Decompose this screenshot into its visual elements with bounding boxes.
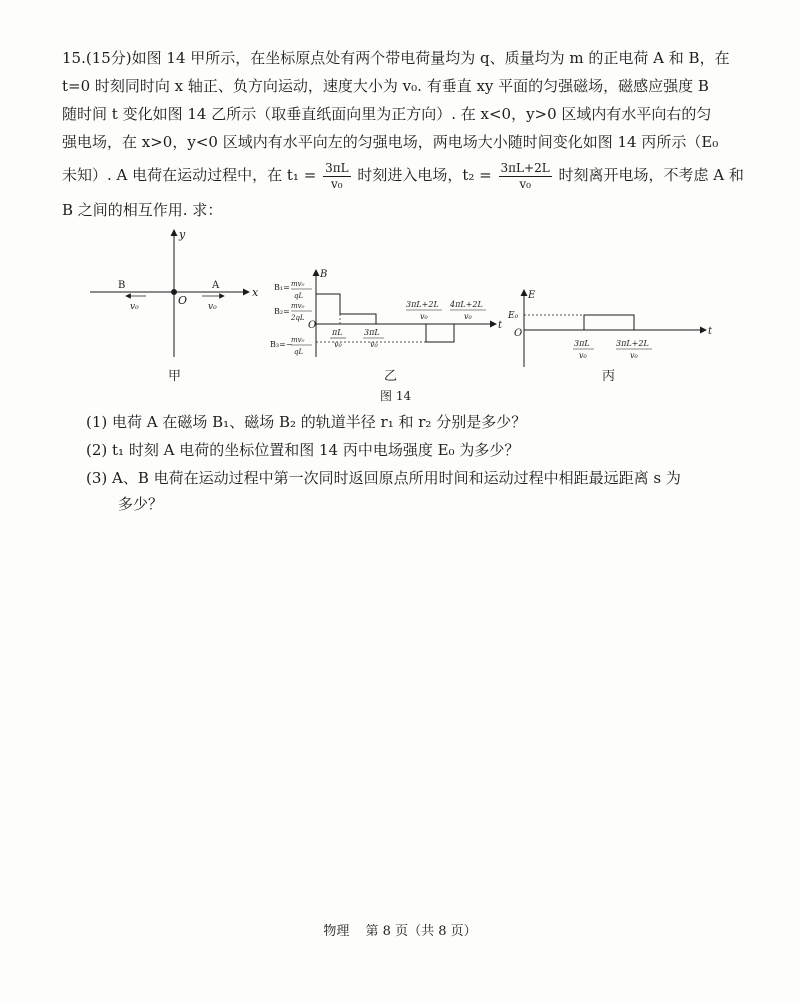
question-2: (2) t₁ 时刻 A 电荷的坐标位置和图 14 丙中电场强度 E₀ 为多少？ [86, 441, 520, 459]
yi-b2-den: 2qL [291, 314, 305, 322]
bing-t-label: t [708, 326, 713, 337]
yi-tick-2-den: v₀ [370, 340, 378, 349]
t2-fraction: $\frac{3\pi L+2L}{\text{v₀}}$ [500, 160, 550, 191]
bing-tick-1-num: 3πL [574, 339, 590, 348]
jia-label-b: B [118, 280, 126, 291]
page-footer [0, 920, 800, 939]
jia-vel-b: v₀ [130, 302, 139, 312]
figure-yi [270, 269, 503, 357]
problem-number: 15. [62, 49, 86, 67]
figure-jia [90, 228, 259, 357]
figure-14-svg [84, 222, 724, 402]
bing-pulse [584, 315, 634, 330]
t1-fraction: $\frac{3\pi L}{\text{v₀}}$ [325, 160, 349, 191]
yi-b1-den: qL [294, 292, 304, 300]
problem-line-2: t=0 时刻同时向 x 轴正、负方向运动，速度大小为 v₀. 有垂直 xy 平面的匀强磁场，磁感应强度 B [62, 77, 709, 95]
bing-e0-label: E₀ [508, 311, 519, 321]
figure-title: 图 14 [380, 389, 412, 402]
question-1: (1) 电荷 A 在磁场 B₁、磁场 B₂ 的轨道半径 r₁ 和 r₂ 分别是多少？ [86, 413, 527, 431]
footer-page: 第 8 页（共 8 页） [365, 924, 477, 939]
yi-t-label: t [498, 320, 503, 331]
figure-14 [84, 222, 724, 402]
jia-label-a: A [212, 280, 220, 291]
yi-tick-4-den: v₀ [464, 312, 472, 321]
bing-tick-1-den: v₀ [579, 351, 587, 360]
yi-b-label: B [320, 269, 328, 280]
problem-text-5a: 未知）. A 电荷在运动过程中，在 t₁ = [62, 166, 317, 184]
caption-yi: 乙 [384, 369, 398, 384]
jia-y-label: y [179, 228, 186, 241]
question-3: (3) A、B 电荷在运动过程中第一次同时返回原点所用时间和运动过程中相距最远距离 s 为 [86, 469, 681, 487]
problem-text-1: 如图 14 甲所示，在坐标原点处有两个带电荷量均为 q、质量均为 m 的正电荷 A 和 B，在 [131, 49, 730, 67]
yi-tick-2-num: 3πL [364, 328, 380, 337]
problem-line-1 [62, 48, 730, 68]
bing-e-label: E [528, 290, 536, 301]
jia-origin-label: O [178, 294, 188, 307]
problem-line-4: 强电场，在 x>0，y<0 区域内有水平向左的匀强电场，两电场大小随时间变化如图 14 丙所示（E₀ [62, 133, 719, 151]
problem-line-5 [62, 158, 744, 192]
caption-bing: 丙 [602, 369, 616, 384]
yi-tick-3-num: 3πL+2L [406, 300, 439, 309]
yi-b2-num: mv₀ [291, 302, 305, 310]
yi-tick-1-den: v₀ [334, 340, 342, 349]
problem-line-6: B 之间的相互作用. 求： [62, 201, 223, 219]
jia-origin-dot [171, 289, 177, 295]
problem-points: (15分) [85, 49, 132, 67]
yi-tick-1-num: πL [332, 328, 343, 337]
yi-b1-label: B₁= [274, 283, 290, 292]
jia-vel-a: v₀ [208, 302, 217, 312]
problem-text-5b: 时刻进入电场，t₂ = [357, 166, 492, 184]
figure-bing [507, 290, 713, 367]
question-3-cont: 多少？ [118, 495, 164, 513]
yi-b1-num: mv₀ [291, 280, 305, 288]
caption-jia: 甲 [168, 369, 182, 384]
yi-tick-3-den: v₀ [420, 312, 428, 321]
yi-b2-label: B₂= [274, 307, 290, 316]
yi-b3-den: qL [294, 348, 304, 356]
problem-text-5c: 时刻离开电场，不考虑 A 和 [558, 166, 744, 184]
problem-line-3: 随时间 t 变化如图 14 乙所示（取垂直纸面向里为正方向）. 在 x<0，y>0 区域内有水平向右的匀 [62, 105, 712, 123]
footer-subject: 物理 [323, 924, 350, 939]
yi-origin: O [308, 320, 317, 331]
jia-x-label: x [252, 286, 259, 299]
yi-tick-4-num: 4πL+2L [450, 300, 483, 309]
yi-segment-positive [316, 294, 376, 324]
yi-segment-negative [426, 324, 454, 342]
bing-tick-2-den: v₀ [630, 351, 638, 360]
yi-b3-num: mv₀ [291, 336, 305, 344]
bing-tick-2-num: 3πL+2L [616, 339, 649, 348]
bing-origin: O [514, 328, 523, 339]
yi-b3-label: B₃=− [270, 340, 293, 349]
